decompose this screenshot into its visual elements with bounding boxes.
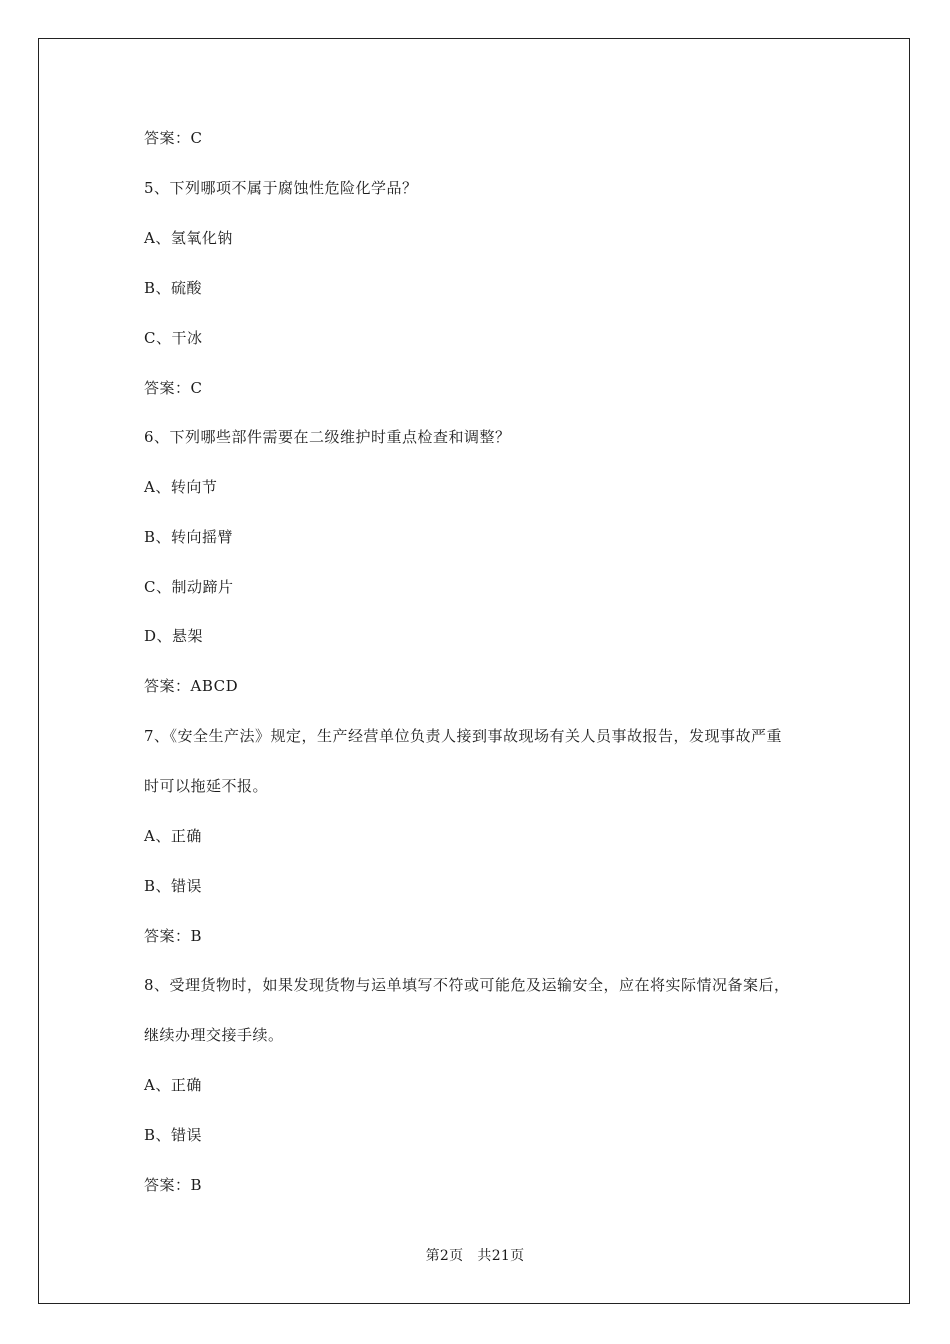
answer-q5: 答案：C xyxy=(144,379,203,397)
answer-q6: 答案：ABCD xyxy=(144,677,239,695)
q7-option-a: A、正确 xyxy=(144,827,202,845)
page-total: 共21页 xyxy=(477,1248,525,1264)
page-footer xyxy=(0,1247,950,1265)
answer-q8: 答案：B xyxy=(144,1176,203,1194)
question-7-line2: 时可以拖延不报。 xyxy=(144,777,269,795)
question-7-line1: 7、《安全生产法》规定，生产经营单位负责人接到事故现场有关人员事故报告，发现事故严重 xyxy=(144,727,783,745)
question-6: 6、下列哪些部件需要在二级维护时重点检查和调整？ xyxy=(144,428,511,446)
q8-option-a: A、正确 xyxy=(144,1076,202,1094)
q6-option-b: B、转向摇臂 xyxy=(144,528,234,546)
q8-option-b: B、错误 xyxy=(144,1126,203,1144)
question-8-line1: 8、受理货物时，如果发现货物与运单填写不符或可能危及运输安全，应在将实际情况备案后， xyxy=(144,976,790,994)
q6-option-a: A、转向节 xyxy=(144,478,218,496)
q5-option-b: B、硫酸 xyxy=(144,279,203,297)
page-number: 第2页 xyxy=(425,1248,464,1264)
q7-option-b: B、错误 xyxy=(144,877,203,895)
q6-option-d: D、悬架 xyxy=(144,627,204,645)
q6-option-c: C、制动蹄片 xyxy=(144,578,234,596)
question-8-line2: 继续办理交接手续。 xyxy=(144,1026,284,1044)
answer-q4: 答案：C xyxy=(144,129,203,147)
q5-option-a: A、氢氧化钠 xyxy=(144,229,233,247)
question-5: 5、下列哪项不属于腐蚀性危险化学品？ xyxy=(144,179,418,197)
q5-option-c: C、干冰 xyxy=(144,329,203,347)
answer-q7: 答案：B xyxy=(144,927,203,945)
